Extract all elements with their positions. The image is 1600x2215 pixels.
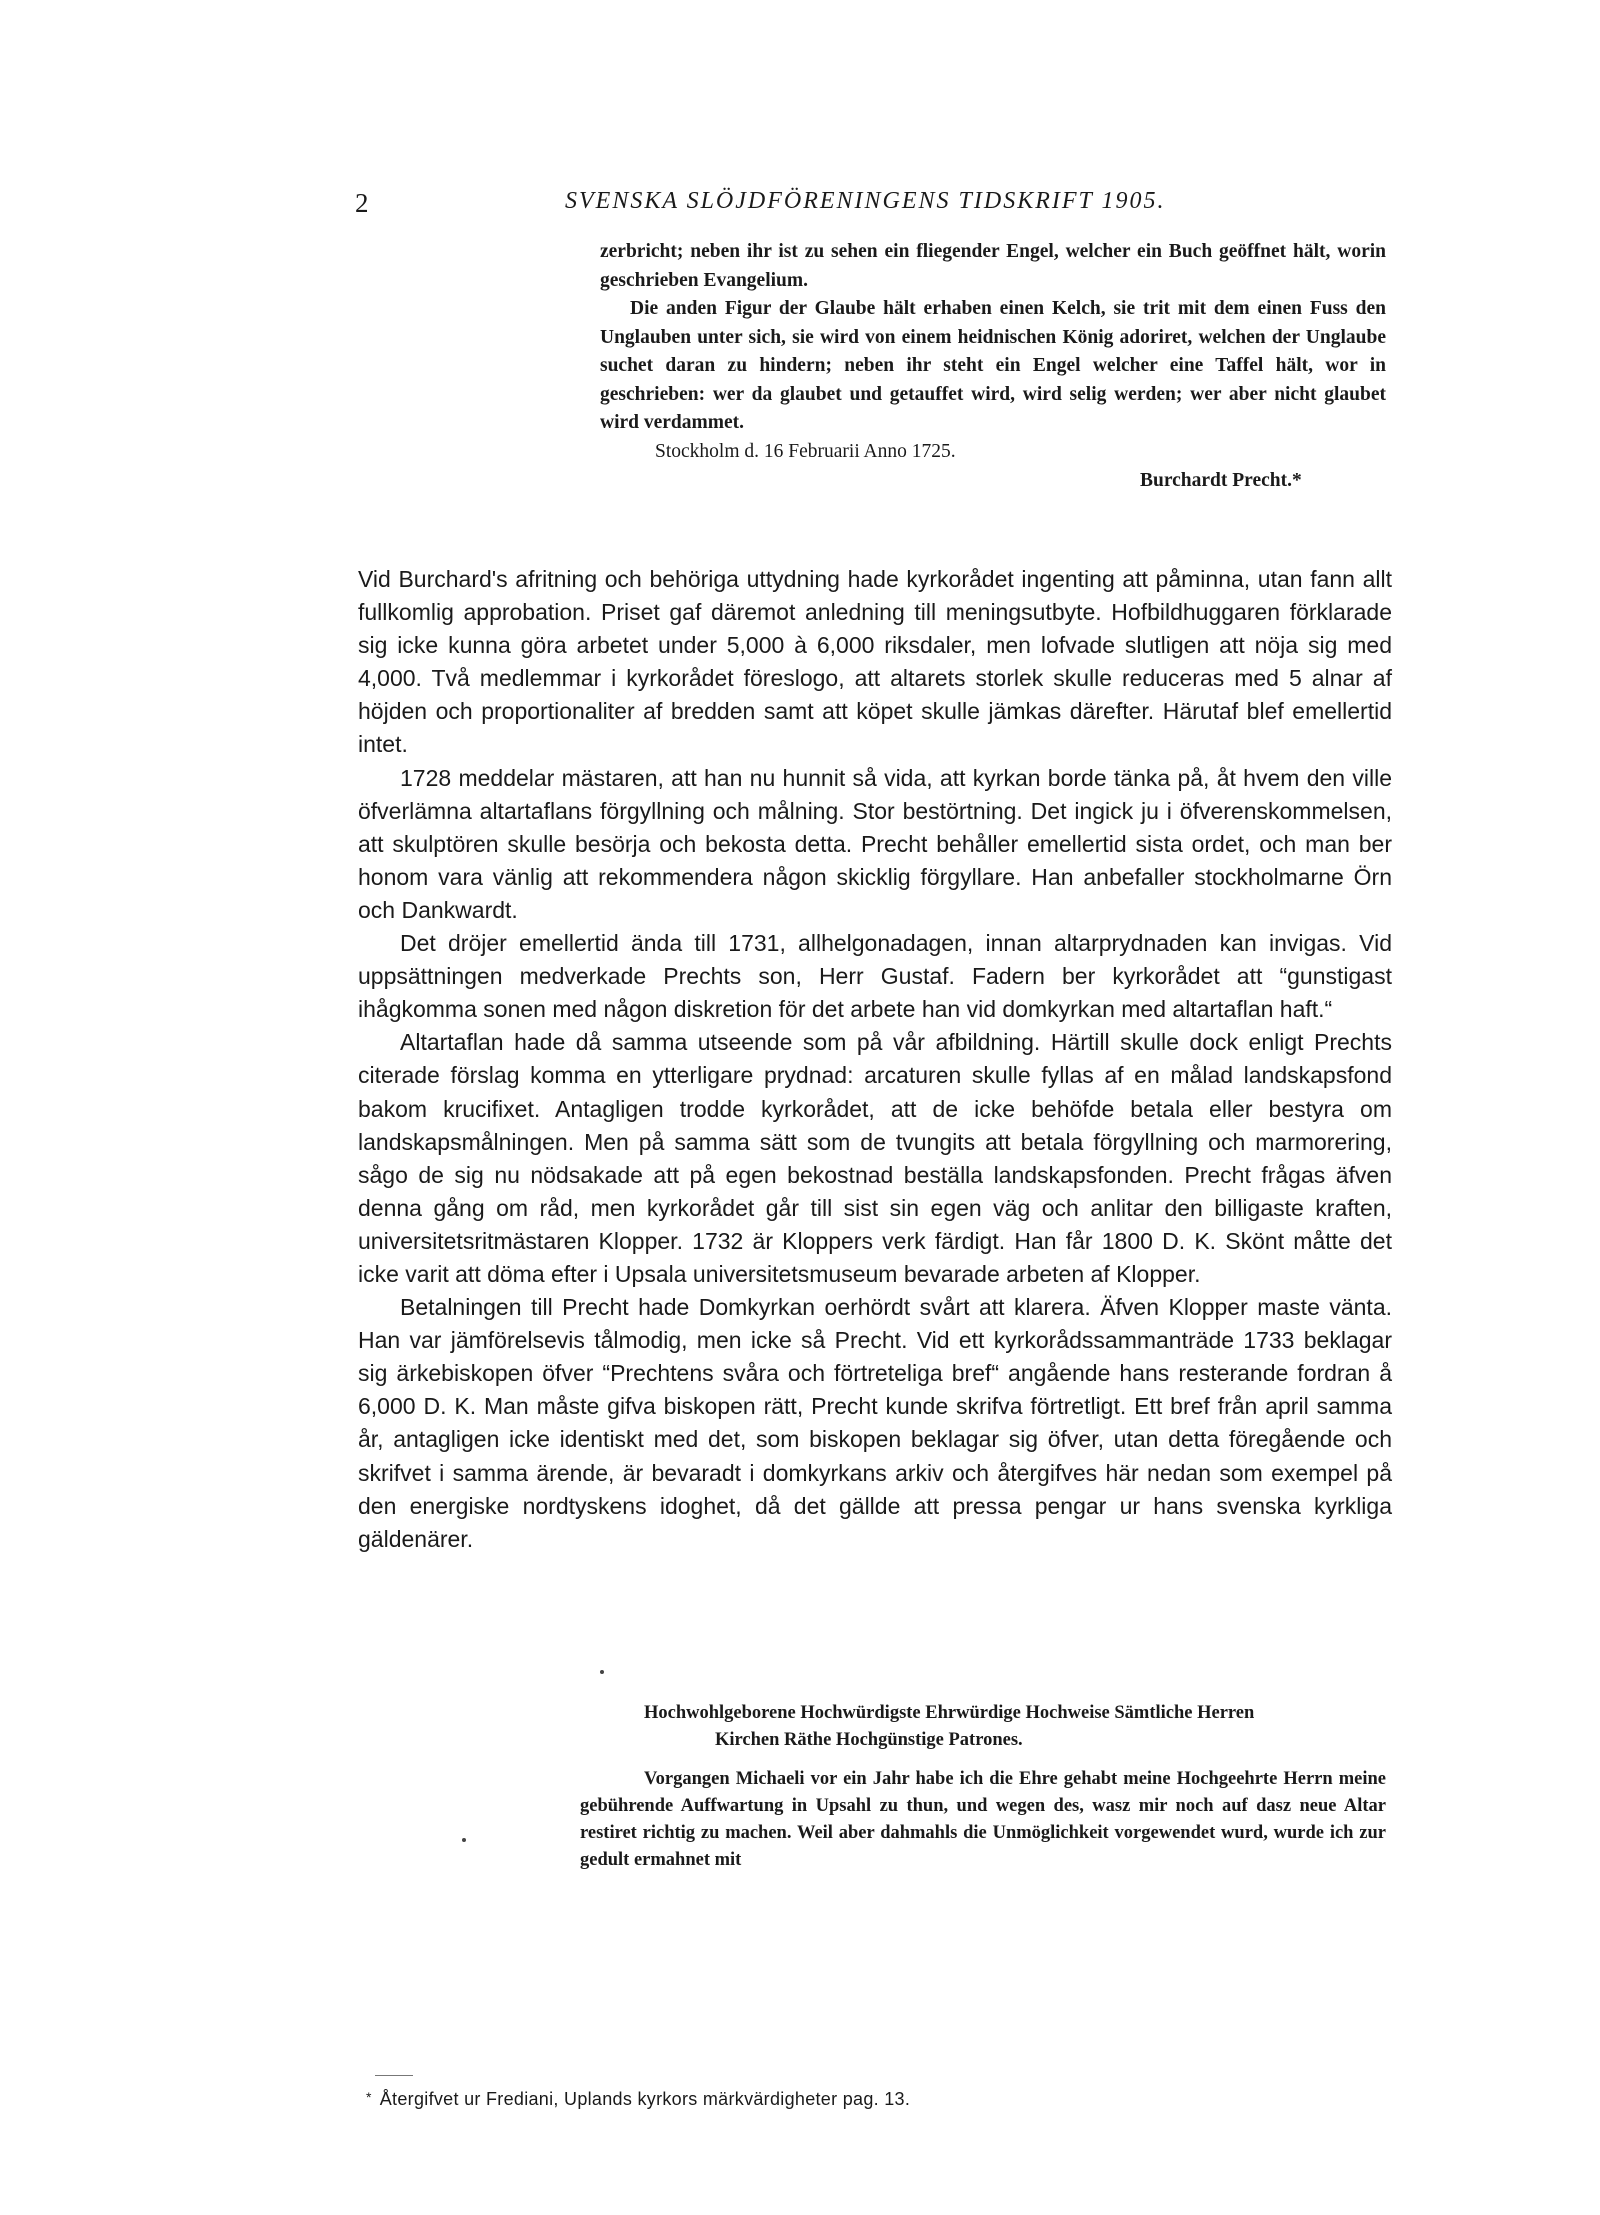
body-paragraph: 1728 meddelar mästaren, att han nu hunnit så vida, att kyrkan borde tänka på, åt hvem den ville öfverlämna altartaflans förgyllning och målning. Stor bestörtning. Det ingick ju i öfverenskommelsen, att skulptören skulle besörja och bekosta detta. Precht behåller emellertid sista ordet, och man ber honom vara vänlig att rekommendera någon skicklig förgyllare. Han anbefaller stockholmarne Örn och Dankwardt. — [358, 764, 1392, 923]
running-title: SVENSKA SLÖJDFÖRENINGENS TIDSKRIFT 1905. — [565, 188, 1166, 214]
quote-date-line: Stockholm d. 16 Februarii Anno 1725. — [655, 440, 956, 462]
letter-text: Vorgangen Michaeli vor ein Jahr habe ich die Ehre gehabt meine Hochgeehrte Herrn meine gebührende Auffwartung in Upsahl zu thun, und wegen des, wasz mir noch auf dasz neue Altar restiret richtig zu machen. Weil aber dahmahls die Unmöglichkeit vorgewendet wurd, wurde ich zur gedult ermahnet mit — [580, 1769, 1386, 1870]
german-quote-block — [600, 238, 1386, 466]
body-paragraph: Betalningen till Precht hade Domkyrkan oerhördt svårt att klarera. Äfven Klopper maste vänta. Han var jämförelsevis tålmodig, men icke så Precht. Vid ett kyrkorådssammanträde 1733 beklagar sig ärkebiskopen öfver “Prechtens svåra och förtreteliga bref“ angående hans resterande fordran å 6,000 D. K. Man måste gifva biskopen rätt, Precht kunde skrifva förtretligt. Ett bref från april samma år, antagligen icke identiskt med det, som biskopen beklagar sig öfver, utan detta föregående och skrifvet i samma ärende, är bevaradt i domkyrkans arkiv och återgifves här nedan som exempel på den energiske nordtyskens idoghet, då det gällde att pressa pengar ur hans svenska kyrkliga gäldenärer. — [358, 1294, 1392, 1552]
quote-paragraph: Die anden Figur der Glaube hält erhaben einen Kelch, sie trit mit dem einen Fuss den Unglauben unter sich, sie wird von einem heidnischen König adoriret, welchen der Unglaube suchet daran zu hindern; neben ihr steht ein Engel welcher eine Taffel hält, wor in geschrieben: wer da glaubet und getauffet wird, wird selig werden; wer aber nicht glaubet wird verdammet. — [600, 298, 1386, 433]
letter-salutation: Hochwohlgeborene Hochwürdigste Ehrwürdige Hochweise Sämtliche Herren — [644, 1703, 1255, 1723]
body-paragraph: Altartaflan hade då samma utseende som på vår afbildning. Härtill skulle dock enligt Prechts citerade förslag komma en ytterligare prydnad: arcaturen skulle fyllas af en målad landskapsfond bakom krucifixet. Antagligen trodde kyrkorådet, att de icke behöfde betala eller bestyra om landskapsmålningen. Men på samma sätt som de tvungits att betala förgyllning och marmorering, sågo de sig nu nödsakade att på egen bekostnad beställa landskapsfonden. Precht frågas äfven denna gång om råd, men kyrkorådet går till sist sin egen väg och anlitar den billigaste kraften, universitetsritmästaren Klopper. 1732 är Kloppers verk färdigt. Han får 1800 D. K. Skönt måtte det icke varit att döma efter i Upsala universitetsmuseum bevarade arbeten af Klopper. — [358, 1029, 1392, 1287]
page-number: 2 — [355, 188, 369, 218]
article-body — [358, 563, 1392, 1556]
footnote — [366, 2089, 910, 2110]
letter-block — [580, 1700, 1386, 1874]
footnote-rule — [375, 2075, 413, 2076]
body-paragraph: Vid Burchard's afritning och behöriga uttydning hade kyrkorådet ingenting att påminna, utan fann allt fullkomlig approbation. Priset gaf däremot anledning till meningsutbyte. Hofbildhuggaren förklarade sig icke kunna göra arbetet under 5,000 à 6,000 riksdaler, men lofvade slutligen att nöja sig med 4,000. Två medlemmar i kyrkorådet föreslogo, att altarets storlek skulle reduceras med 5 alnar af höjden och proportionaliter af bredden samt att köpet skulle jämkas därefter. Härutaf blef emellertid intet. — [358, 566, 1392, 758]
letter-salutation: Kirchen Räthe Hochgünstige Patrones. — [715, 1730, 1023, 1750]
footnote-mark: * — [366, 2089, 372, 2105]
print-speck — [462, 1838, 466, 1842]
footnote-text: Återgifvet ur Frediani, Uplands kyrkors märkvärdigheter pag. 13. — [379, 2089, 911, 2109]
quote-paragraph: zerbricht; neben ihr ist zu sehen ein fliegender Engel, welcher ein Buch geöffnet hält, worin geschrieben Evangelium. — [600, 241, 1386, 291]
body-paragraph: Det dröjer emellertid ända till 1731, allhelgonadagen, innan altarprydnaden kan invigas. Vid uppsättningen medverkade Prechts son, Herr Gustaf. Fadern ber kyrkorådet att “gunstigast ihågkomma sonen med någon diskretion för det arbete han vid domkyrkan med altartaflan haft.“ — [358, 930, 1392, 1023]
print-speck — [600, 1670, 604, 1674]
quote-signature: Burchardt Precht.* — [1140, 470, 1302, 491]
page-header — [0, 188, 1600, 228]
